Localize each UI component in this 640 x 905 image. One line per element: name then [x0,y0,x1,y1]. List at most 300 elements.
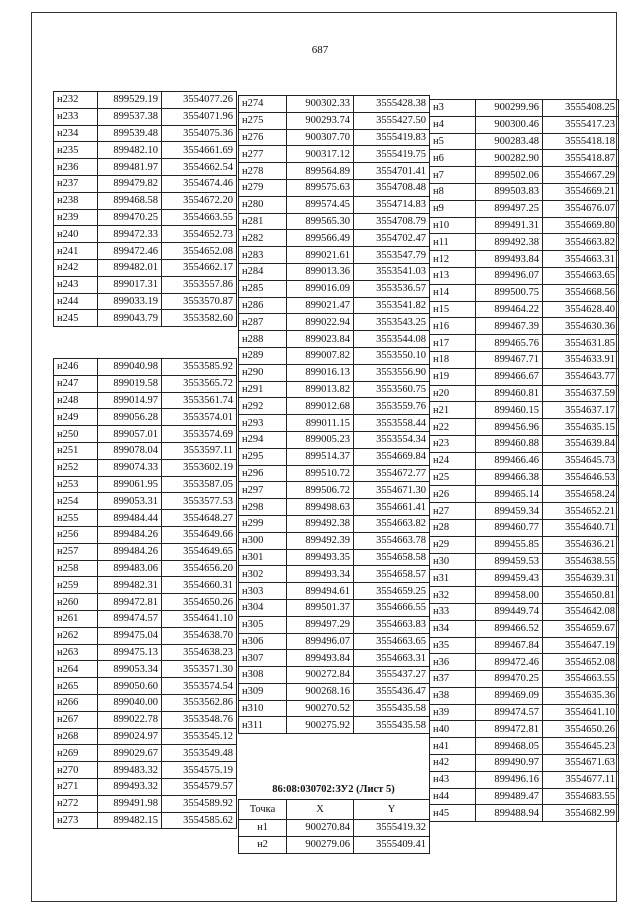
x-value: 899056.28 [98,409,162,426]
x-value: 899537.38 [98,108,162,125]
table-row [430,217,619,234]
x-value: 899013.82 [287,381,354,398]
x-value: 899494.61 [287,583,354,600]
table-row [430,183,619,200]
point-name: н249 [54,409,98,426]
point-name: н23 [430,435,476,452]
x-value: 899449.74 [476,603,543,620]
table-row [54,678,237,695]
table-row [54,510,237,527]
table-row [239,499,430,516]
point-name: н268 [54,728,98,745]
table-row [430,603,619,620]
table-row [430,721,619,738]
table-row [54,459,237,476]
y-value: 3554636.21 [543,536,619,553]
point-name: н4 [430,116,476,133]
y-value: 3554701.41 [354,163,430,180]
x-value: 899458.00 [476,587,543,604]
y-value: 3554671.63 [543,755,619,772]
y-value: 3554635.36 [543,687,619,704]
y-value: 3554589.92 [162,795,237,812]
table-row [239,146,430,163]
x-value: 899497.25 [476,200,543,217]
x-value: 899022.78 [98,711,162,728]
point-name: н43 [430,771,476,788]
y-value: 3554708.48 [354,179,430,196]
point-name: н29 [430,536,476,553]
y-value: 3554640.71 [543,519,619,536]
table-row [54,543,237,560]
table-row [54,711,237,728]
table-row [430,486,619,503]
x-value: 900299.96 [476,100,543,117]
table-row [54,526,237,543]
header-y: Y [354,800,430,820]
table-row [239,566,430,583]
table-row [239,179,430,196]
point-name: н6 [430,150,476,167]
y-value: 3553602.19 [162,459,237,476]
table-row [430,100,619,117]
x-value: 899061.95 [98,476,162,493]
y-value: 3553570.87 [162,293,237,310]
y-value: 3554656.20 [162,560,237,577]
point-name: н274 [239,96,287,113]
y-value: 3554661.41 [354,499,430,516]
y-value: 3553577.53 [162,493,237,510]
x-value: 899506.72 [287,482,354,499]
table-row [430,335,619,352]
y-value: 3555436.47 [354,683,430,700]
table-row [239,297,430,314]
point-name: н8 [430,183,476,200]
y-value: 3553549.48 [162,745,237,762]
point-name: н289 [239,347,287,364]
point-name: н311 [239,717,287,734]
point-name: н250 [54,426,98,443]
table-row [430,687,619,704]
coordinates-table-col1-lower [53,358,237,829]
table-row [430,435,619,452]
table-row [239,247,430,264]
x-value: 899011.15 [287,415,354,432]
table-row [239,836,430,853]
y-value: 3555419.32 [354,820,430,837]
point-name: н280 [239,196,287,213]
point-name: н31 [430,570,476,587]
y-value: 3554674.46 [162,175,237,192]
x-value: 899460.15 [476,402,543,419]
y-value: 3555417.23 [543,116,619,133]
point-name: н35 [430,637,476,654]
table-row [54,610,237,627]
x-value: 899468.58 [98,192,162,209]
y-value: 3553550.10 [354,347,430,364]
y-value: 3554631.85 [543,335,619,352]
section-header-row [239,800,430,820]
table-row [239,415,430,432]
point-name: н14 [430,284,476,301]
x-value: 899510.72 [287,465,354,482]
table-row [430,200,619,217]
y-value: 3553556.90 [354,364,430,381]
point-name: н255 [54,510,98,527]
point-name: н299 [239,515,287,532]
y-value: 3554663.31 [543,251,619,268]
point-name: н28 [430,519,476,536]
y-value: 3554683.55 [543,788,619,805]
table-row [239,347,430,364]
point-name: н297 [239,482,287,499]
y-value: 3553587.05 [162,476,237,493]
point-name: н290 [239,364,287,381]
point-name: н240 [54,226,98,243]
y-value: 3554641.10 [543,704,619,721]
y-value: 3555418.18 [543,133,619,150]
x-value: 899491.98 [98,795,162,812]
point-name: н272 [54,795,98,812]
table-row [54,92,237,109]
y-value: 3553557.86 [162,276,237,293]
point-name: н288 [239,331,287,348]
x-value: 900317.12 [287,146,354,163]
table-row [54,476,237,493]
table-row [54,209,237,226]
table-row [54,644,237,661]
y-value: 3554630.36 [543,318,619,335]
y-value: 3553565.72 [162,375,237,392]
table-row [239,112,430,129]
x-value: 899472.46 [98,243,162,260]
x-value: 899482.31 [98,577,162,594]
x-value: 899459.43 [476,570,543,587]
x-value: 900270.84 [287,820,354,837]
y-value: 3554645.23 [543,738,619,755]
table-row [54,560,237,577]
point-name: н246 [54,359,98,376]
x-value: 900307.70 [287,129,354,146]
y-value: 3553548.76 [162,711,237,728]
y-value: 3555408.25 [543,100,619,117]
x-value: 899040.98 [98,359,162,376]
point-name: н277 [239,146,287,163]
x-value: 899021.61 [287,247,354,264]
x-value: 899493.35 [287,549,354,566]
section-coordinates-table [238,799,430,854]
x-value: 899474.57 [476,704,543,721]
x-value: 899021.47 [287,297,354,314]
point-name: н38 [430,687,476,704]
table-row [430,301,619,318]
table-row [54,243,237,260]
point-name: н236 [54,159,98,176]
x-value: 899053.34 [98,661,162,678]
point-name: н259 [54,577,98,594]
point-name: н39 [430,704,476,721]
x-value: 899022.94 [287,314,354,331]
x-value: 899466.52 [476,620,543,637]
x-value: 899503.83 [476,183,543,200]
y-value: 3553561.74 [162,392,237,409]
x-value: 899496.07 [287,633,354,650]
table-row [430,150,619,167]
table-row [430,788,619,805]
y-value: 3554643.77 [543,368,619,385]
table-row [54,125,237,142]
x-value: 899029.67 [98,745,162,762]
y-value: 3554652.21 [543,503,619,520]
table-row [54,276,237,293]
point-name: н21 [430,402,476,419]
table-row [430,570,619,587]
table-row [430,452,619,469]
y-value: 3554682.99 [543,805,619,822]
table-row [54,409,237,426]
point-name: н292 [239,398,287,415]
table-row [430,503,619,520]
y-value: 3554650.26 [543,721,619,738]
x-value: 899492.39 [287,532,354,549]
y-value: 3553536.57 [354,280,430,297]
point-name: н235 [54,142,98,159]
y-value: 3554639.31 [543,570,619,587]
x-value: 900282.90 [476,150,543,167]
table-row [54,627,237,644]
y-value: 3554663.65 [354,633,430,650]
y-value: 3553558.44 [354,415,430,432]
x-value: 899493.84 [476,251,543,268]
x-value: 900275.92 [287,717,354,734]
x-value: 899455.85 [476,536,543,553]
y-value: 3554659.67 [543,620,619,637]
point-name: н283 [239,247,287,264]
point-name: н279 [239,179,287,196]
x-value: 899467.84 [476,637,543,654]
y-value: 3554648.27 [162,510,237,527]
table-row [54,594,237,611]
y-value: 3553547.79 [354,247,430,264]
y-value: 3554638.23 [162,644,237,661]
point-name: н303 [239,583,287,600]
x-value: 899496.16 [476,771,543,788]
x-value: 899484.26 [98,526,162,543]
table-row [239,667,430,684]
y-value: 3554660.31 [162,577,237,594]
x-value: 899482.15 [98,812,162,829]
y-value: 3554659.25 [354,583,430,600]
table-row [239,700,430,717]
point-name: н310 [239,700,287,717]
table-row [54,426,237,443]
point-name: н40 [430,721,476,738]
point-name: н276 [239,129,287,146]
point-name: н244 [54,293,98,310]
y-value: 3554677.11 [543,771,619,788]
y-value: 3554663.82 [543,234,619,251]
x-value: 900279.06 [287,836,354,853]
y-value: 3553544.08 [354,331,430,348]
x-value: 900268.16 [287,683,354,700]
page-number: 687 [311,44,329,56]
x-value: 899472.46 [476,654,543,671]
y-value: 3554637.59 [543,385,619,402]
point-name: н287 [239,314,287,331]
y-value: 3554663.83 [354,616,430,633]
table-row [239,314,430,331]
x-value: 899467.39 [476,318,543,335]
x-value: 899050.60 [98,678,162,695]
x-value: 899014.97 [98,392,162,409]
point-name: н33 [430,603,476,620]
y-value: 3553597.11 [162,442,237,459]
point-name: н251 [54,442,98,459]
point-name: н301 [239,549,287,566]
y-value: 3553554.34 [354,431,430,448]
point-name: н308 [239,667,287,684]
y-value: 3554635.15 [543,419,619,436]
x-value: 899565.30 [287,213,354,230]
y-value: 3554663.65 [543,267,619,284]
y-value: 3555419.75 [354,146,430,163]
x-value: 899514.37 [287,448,354,465]
table-row [239,549,430,566]
y-value: 3554658.57 [354,566,430,583]
y-value: 3553541.03 [354,263,430,280]
x-value: 899005.23 [287,431,354,448]
y-value: 3554649.66 [162,526,237,543]
point-name: н309 [239,683,287,700]
point-name: н298 [239,499,287,516]
table-row [54,175,237,192]
table-row [54,375,237,392]
x-value: 899460.88 [476,435,543,452]
point-name: н41 [430,738,476,755]
x-value: 899460.81 [476,385,543,402]
table-row [239,515,430,532]
point-name: н256 [54,526,98,543]
point-name: н291 [239,381,287,398]
y-value: 3554646.53 [543,469,619,486]
y-value: 3554658.24 [543,486,619,503]
y-value: 3554650.81 [543,587,619,604]
x-value: 899488.94 [476,805,543,822]
table-row [239,650,430,667]
y-value: 3554672.20 [162,192,237,209]
table-row [430,284,619,301]
table-row [430,755,619,772]
table-row [239,364,430,381]
table-row [239,717,430,734]
table-row [54,392,237,409]
table-row [430,671,619,688]
point-name: н45 [430,805,476,822]
x-value: 899459.53 [476,553,543,570]
table-row [239,331,430,348]
y-value: 3555437.27 [354,667,430,684]
point-name: н295 [239,448,287,465]
x-value: 899475.04 [98,627,162,644]
x-value: 899013.36 [287,263,354,280]
y-value: 3554663.31 [354,650,430,667]
x-value: 899078.04 [98,442,162,459]
y-value: 3554702.47 [354,230,430,247]
y-value: 3554638.70 [162,627,237,644]
table-row [54,762,237,779]
table-row [54,310,237,327]
coordinates-table-col1 [53,91,237,327]
point-name: н27 [430,503,476,520]
point-name: н32 [430,587,476,604]
y-value: 3554077.26 [162,92,237,109]
coordinates-table-col2 [238,95,430,734]
table-row [54,745,237,762]
x-value: 900283.48 [476,133,543,150]
table-row [239,820,430,837]
point-name: н261 [54,610,98,627]
x-value: 899483.06 [98,560,162,577]
x-value: 899497.29 [287,616,354,633]
point-name: н294 [239,431,287,448]
table-row [239,213,430,230]
point-name: н248 [54,392,98,409]
coordinates-table-col3 [429,99,619,822]
point-name: н42 [430,755,476,772]
x-value: 899493.84 [287,650,354,667]
x-value: 899574.45 [287,196,354,213]
point-name: н252 [54,459,98,476]
y-value: 3554672.77 [354,465,430,482]
table-row [430,637,619,654]
table-row [54,728,237,745]
y-value: 3554652.73 [162,226,237,243]
x-value: 899493.32 [98,778,162,795]
y-value: 3554652.08 [543,654,619,671]
x-value: 899007.82 [287,347,354,364]
point-name: н24 [430,452,476,469]
x-value: 899479.82 [98,175,162,192]
point-name: н243 [54,276,98,293]
x-value: 899466.67 [476,368,543,385]
table-row [430,654,619,671]
point-name: н18 [430,351,476,368]
x-value: 899012.68 [287,398,354,415]
point-name: н232 [54,92,98,109]
table-row [430,251,619,268]
x-value: 899483.32 [98,762,162,779]
x-value: 899472.33 [98,226,162,243]
point-name: н17 [430,335,476,352]
table-row [430,133,619,150]
point-name: н245 [54,310,98,327]
point-name: н284 [239,263,287,280]
section-title: 86:08:030702:ЗУ2 (Лист 5) [272,784,395,795]
y-value: 3554647.19 [543,637,619,654]
x-value: 899466.38 [476,469,543,486]
table-row [239,230,430,247]
table-row [239,583,430,600]
point-name: н3 [430,100,476,117]
point-name: н1 [239,820,287,837]
x-value: 899017.31 [98,276,162,293]
y-value: 3554708.79 [354,213,430,230]
y-value: 3554628.40 [543,301,619,318]
table-row [239,599,430,616]
table-row [239,280,430,297]
y-value: 3554714.83 [354,196,430,213]
y-value: 3553562.86 [162,694,237,711]
table-row [54,577,237,594]
